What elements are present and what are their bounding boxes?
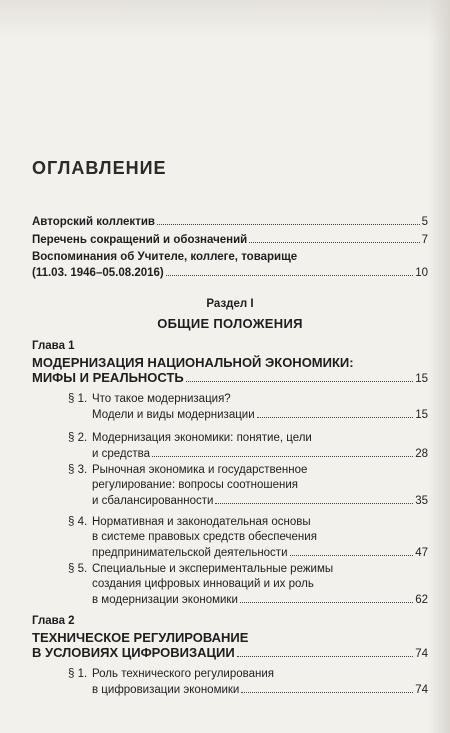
chapter-2-label: Глава 2 (32, 615, 75, 627)
section-label: Раздел I (206, 298, 254, 310)
page-shadow-right (428, 0, 450, 733)
page-shadow-top (0, 0, 450, 40)
toc-entry-abbreviations: Перечень сокращений и обозначений 7 (32, 234, 428, 246)
chapter-1-para-4: § 4. Нормативная и законодательная основы в системе правовых средств обеспечения предпринимательской деятельности 47 (68, 516, 428, 559)
chapter-1-title: МОДЕРНИЗАЦИЯ НАЦИОНАЛЬНОЙ ЭКОНОМИКИ: МИФЫ И РЕАЛЬНОСТЬ 15 (32, 355, 428, 385)
chapter-1-para-3: § 3. Рыночная экономика и государственное регулирование: вопросы соотношения и сбалансированности 35 (68, 464, 428, 507)
chapter-2-para-1: § 1. Роль технического регулирования в цифровизации экономики 74 (68, 668, 428, 696)
toc-heading: ОГЛАВЛЕНИЕ (32, 158, 167, 178)
toc-entry-authors: Авторский коллектив 5 (32, 216, 428, 228)
section-title: ОБЩИЕ ПОЛОЖЕНИЯ (157, 316, 303, 331)
chapter-1-para-5: § 5. Специальные и экспериментальные режимы создания цифровых инноваций и их роль в модернизации экономики 62 (68, 563, 428, 606)
chapter-1-para-2: § 2. Модернизация экономики: понятие, цели и средства 28 (68, 432, 428, 460)
chapter-1-para-1: § 1. Что такое модернизация? Модели и виды модернизации 15 (68, 393, 428, 421)
chapter-1-label: Глава 1 (32, 340, 75, 352)
chapter-2-title: ТЕХНИЧЕСКОЕ РЕГУЛИРОВАНИЕ В УСЛОВИЯХ ЦИФРОВИЗАЦИИ 74 (32, 630, 428, 660)
toc-entry-memories: Воспоминания об Учителе, коллеге, товарище (11.03. 1946–05.08.2016) 10 (32, 251, 428, 279)
